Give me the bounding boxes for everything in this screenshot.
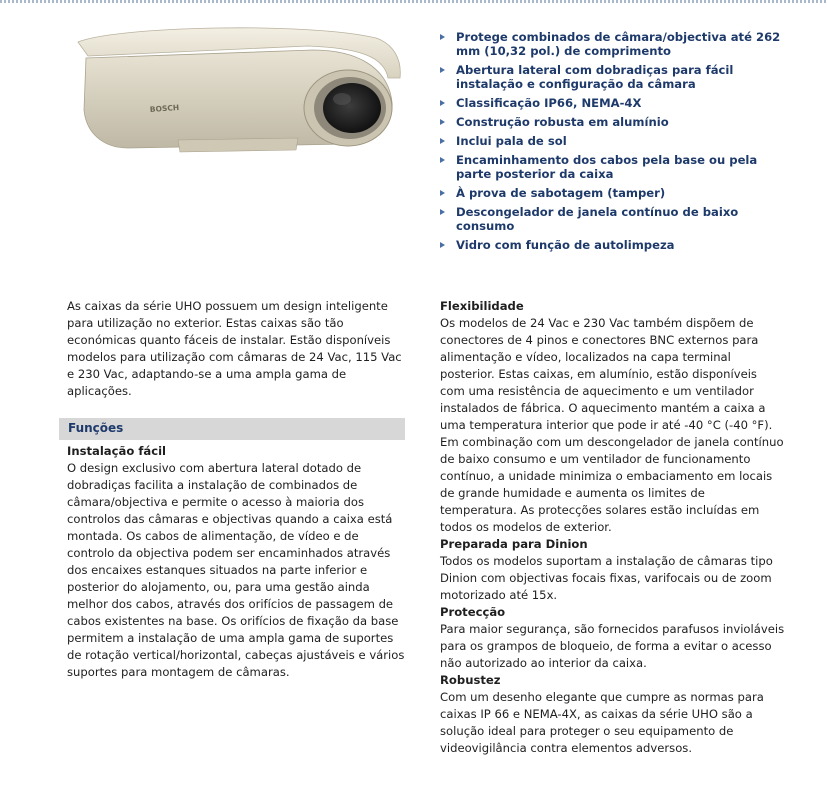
intro-paragraph: As caixas da série UHO possuem um design inteligente para utilização no exterior. Estas caixas são tão económicas quanto fáceis de instalar. Estão disponíveis modelos para utilização com câmaras de 24 Vac, 115 Vac e 230 Vac, adaptando-se a uma ampla gama de aplicações. xyxy=(67,299,402,398)
feature-list xyxy=(440,30,790,257)
funcoes-body xyxy=(67,443,407,681)
camera-housing-icon xyxy=(58,20,413,155)
feature-item xyxy=(440,63,790,91)
feature-text: Inclui pala de sol xyxy=(456,134,567,148)
feature-text: À prova de sabotagem (tamper) xyxy=(456,186,666,200)
right-column xyxy=(440,298,785,757)
feature-item xyxy=(440,134,790,148)
subsection-text: Todos os modelos suportam a instalação de câmaras tipo Dinion com objectivas focais fixas, varifocais ou de zoom motorizado até 15x. xyxy=(440,554,773,602)
triangle-bullet-icon xyxy=(440,119,445,125)
feature-text: Vidro com função de autolimpeza xyxy=(456,238,675,252)
subsection-text: O design exclusivo com abertura lateral dotado de dobradiças facilita a instalação de combinados de câmara/objectiva e permite o acesso à maioria dos controlos das câmaras e objectivas quando a caixa está montada. Os cabos de alimentação, de vídeo e de controlo da objectiva podem ser encaminhados através dos encaixes estanques situados na parte inferior e posterior do alojamento, ou, para uma gestão ainda melhor dos cabos, através dos orifícios de passagem de cabos existentes na base. Os orifícios de fixação da base permitem a instalação de uma ampla gama de suportes de rotação vertical/horizontal, cabeças ajustáveis e vários suportes para montagem de câmaras. xyxy=(67,461,405,679)
subsection-heading: Protecção xyxy=(440,605,506,619)
subsection-heading: Flexibilidade xyxy=(440,299,524,313)
triangle-bullet-icon xyxy=(440,242,445,248)
feature-text: Descongelador de janela contínuo de baixo consumo xyxy=(456,205,739,233)
section-title: Funções xyxy=(68,421,124,435)
subsection-heading: Instalação fácil xyxy=(67,444,167,458)
feature-item xyxy=(440,238,790,252)
feature-text: Abertura lateral com dobradiças para fácil instalação e configuração da câmara xyxy=(456,63,734,91)
subsection-text: Para maior segurança, são fornecidos parafusos invioláveis para os grampos de bloqueio, de forma a evitar o acesso não autorizado ao interior da caixa. xyxy=(440,622,785,670)
subsection-heading: Preparada para Dinion xyxy=(440,537,588,551)
feature-item xyxy=(440,30,790,58)
feature-text: Construção robusta em alumínio xyxy=(456,115,669,129)
triangle-bullet-icon xyxy=(440,157,445,163)
top-dotted-rule xyxy=(0,0,827,3)
feature-text: Protege combinados de câmara/objectiva até 262 mm (10,32 pol.) de comprimento xyxy=(456,30,781,58)
section-header-bar xyxy=(59,418,405,440)
triangle-bullet-icon xyxy=(440,100,445,106)
triangle-bullet-icon xyxy=(440,67,445,73)
feature-item xyxy=(440,153,790,181)
triangle-bullet-icon xyxy=(440,209,445,215)
feature-item xyxy=(440,186,790,200)
subsection-text: Com um desenho elegante que cumpre as normas para caixas IP 66 e NEMA-4X, as caixas da série UHO são a solução ideal para proteger o seu equipamento de videovigilância contra elementos adversos. xyxy=(440,690,764,755)
feature-item xyxy=(440,205,790,233)
intro-column xyxy=(67,298,407,400)
feature-text: Classificação IP66, NEMA-4X xyxy=(456,96,642,110)
subsection-text: Os modelos de 24 Vac e 230 Vac também dispõem de conectores de 4 pinos e conectores BNC externos para alimentação e vídeo, localizados na capa terminal posterior. Estas caixas, em alumínio, estão disponíveis com uma resistência de aquecimento e um ventilador instalados de fábrica. O aquecimento mantém a caixa a uma temperatura interior que pode ir até -40 °C (-40 °F). Em combinação com um descongelador de janela contínuo de baixo consumo e um ventilador de funcionamento contínuo, a unidade minimiza o embaciamento em locais de grande humidade e aumenta os limites de temperatura. As protecções solares estão incluídas em todos os modelos de exterior. xyxy=(440,316,784,534)
triangle-bullet-icon xyxy=(440,190,445,196)
feature-text: Encaminhamento dos cabos pela base ou pela parte posterior da caixa xyxy=(456,153,758,181)
feature-item xyxy=(440,115,790,129)
triangle-bullet-icon xyxy=(440,138,445,144)
subsection-heading: Robustez xyxy=(440,673,501,687)
triangle-bullet-icon xyxy=(440,34,445,40)
feature-item xyxy=(440,96,790,110)
brand-logo: BOSCH xyxy=(149,102,180,114)
